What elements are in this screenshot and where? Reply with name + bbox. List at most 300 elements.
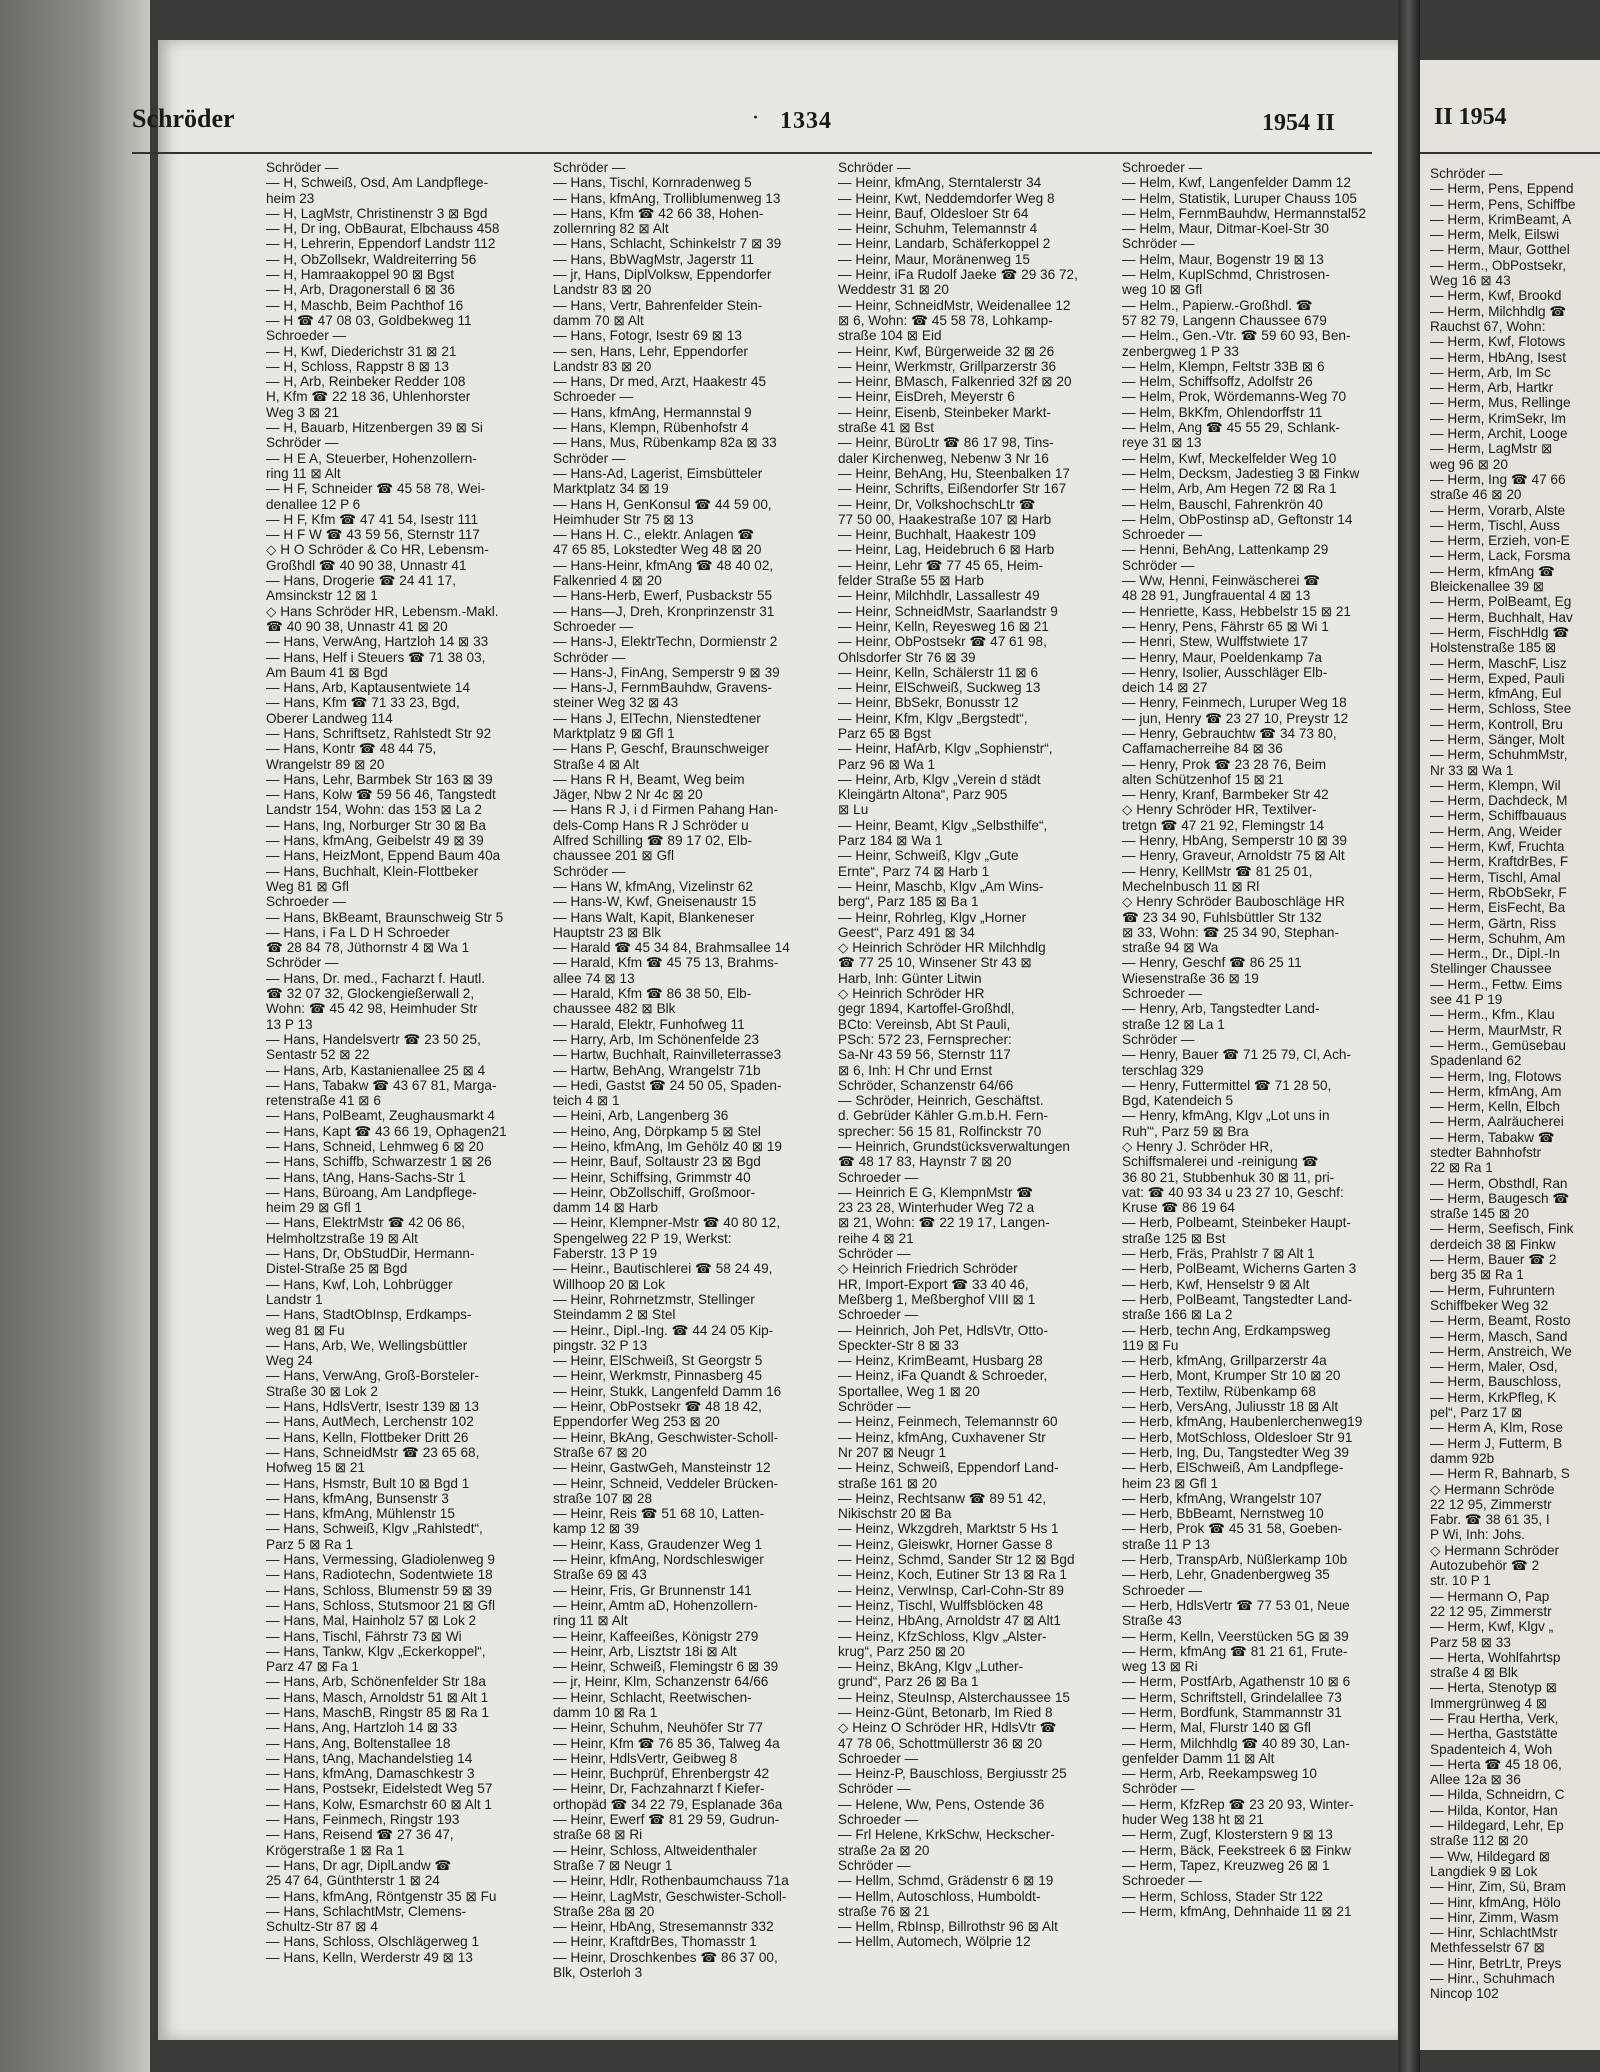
directory-entry-line: — Herm, Arb, Hartkr [1430,380,1554,396]
directory-entry-line: Falkenried 4 ⊠ 20 [553,573,662,589]
directory-entry-line: — Herm, EisFecht, Ba [1430,900,1566,916]
directory-entry-line: — Herm, Kelln, Veerstücken 5G ⊠ 39 [1122,1628,1349,1644]
directory-entry-line: Alfred Schilling ☎ 89 17 02, Elb- [553,833,753,849]
directory-entry-line: — Heinr, Kwt, Neddemdorfer Weg 8 [838,190,1055,206]
directory-entry-line: — Hans, kfmAng, Geibelstr 49 ⊠ 39 [266,833,484,849]
directory-entry-line: — Hans, Ang, Hartzloh 14 ⊠ 33 [266,1720,458,1736]
directory-entry-line: — Heinr, Kaffeeißes, Königstr 279 [553,1628,759,1644]
directory-entry-line: — Henry, Gebrauchtw ☎ 34 73 80, [1122,725,1337,741]
directory-entry-line: 22 12 95, Zimmerstr [1430,1603,1552,1619]
directory-entry-line: — Hans, tAng, Machandelstieg 14 [266,1750,473,1766]
directory-entry-line: — Herm, Schuhm, Am [1430,930,1566,946]
directory-entry-line: ⊠ Lu [838,802,869,818]
directory-entry-line: — Hans, Schloss, Blumenstr 59 ⊠ 39 [266,1582,492,1598]
directory-entry-line: ⊠ 33, Wohn: ☎ 25 34 90, Stephan- [1122,924,1340,940]
directory-entry-line: Parz 58 ⊠ 33 [1430,1634,1511,1650]
directory-entry-line: — Hans, ElektrMstr ☎ 42 06 86, [266,1215,466,1231]
directory-entry-line: — Hans, kfmAng, Bunsenstr 3 [266,1490,449,1506]
directory-entry-line: ◇ Hermann Schröde [1430,1481,1555,1497]
directory-entry-line: Schroeder — [838,1750,919,1766]
directory-entry-line: Ruh'“, Parz 59 ⊠ Bra [1122,1123,1249,1139]
directory-entry-line: — Herm, Melk, Eilswi [1430,227,1560,243]
directory-entry-line: — Herb, techn Ang, Erdkampsweg [1122,1322,1331,1338]
directory-entry-line: 119 ⊠ Fu [1122,1337,1179,1353]
directory-entry-line: huder Weg 138 ht ⊠ 21 [1122,1812,1264,1828]
directory-entry-line: — Hans, Dr, ObStudDir, Hermann- [266,1246,475,1262]
directory-entry-line: — Hans, Helf i Steuers ☎ 71 38 03, [266,649,486,665]
directory-entry-line: — Hans, BbWagMstr, Jagerstr 11 [553,251,754,267]
directory-entry-line: Krögerstraße 1 ⊠ Ra 1 [266,1842,405,1858]
header-year: 1954 II [1262,110,1335,136]
directory-entry-line: Harb, Inh: Günter Litwin [838,970,982,986]
directory-entry-line: stedter Bahnhofstr [1430,1145,1542,1160]
directory-entry-line: — Herm, Ang, Weider [1430,823,1562,839]
directory-entry-line: — Heinrich, Grundstücksverwaltungen [838,1139,1070,1154]
directory-entry-line: — Henry, Isolier, Ausschläger Elb- [1122,664,1328,680]
directory-entry-line: Wrangelstr 89 ⊠ 20 [266,756,385,772]
directory-entry-line: ◇ Henry Schröder Bauboschläge HR [1122,894,1345,910]
directory-entry-line: Allee 12a ⊠ 36 [1430,1772,1521,1788]
directory-entry-line: Schröder — [838,160,911,175]
directory-entry-line: — Heinr, HdlsVertr, Geibweg 8 [553,1750,738,1766]
directory-entry-line: — Hans, StadtObInsp, Erdkamps- [266,1307,472,1323]
directory-entry-line: Schröder — [1122,236,1195,252]
directory-entry-line: Parz 96 ⊠ Wa 1 [838,756,936,772]
directory-entry-line: 47 65 85, Lokstedter Weg 48 ⊠ 20 [553,542,762,558]
directory-entry-line: — Herm, KrimSekr, Im [1430,410,1566,426]
directory-entry-line: — Heinr, kfmAng, Sterntalerstr 34 [838,175,1042,191]
directory-entry-line: — Hans—J, Dreh, Kronprinzenstr 31 [553,603,775,619]
directory-entry-line: — Herm., Fettw. Eims [1430,976,1563,992]
directory-entry-line: alten Schützenhof 15 ⊠ 21 [1122,771,1284,787]
directory-entry-line: Schroeder — [553,389,634,405]
directory-entry-line: — Herm., Kfm., Klau [1430,1007,1555,1023]
directory-entry-line: — Herm, KrkPfleg, K [1430,1389,1557,1405]
directory-entry-line: Parz 47 ⊠ Fa 1 [266,1659,359,1675]
directory-entry-line: — Heinrich, Joh Pet, HdlsVtr, Otto- [838,1322,1049,1338]
directory-entry-line: Faberstr. 13 P 19 [553,1246,658,1262]
directory-entry-line: ◇ H O Schröder & Co HR, Lebensm- [266,542,489,558]
directory-entry-line: — Herm, KrimBeamt, A [1430,211,1572,227]
directory-entry-line: — H, Arb, Dragonerstall 6 ⊠ 36 [266,282,455,298]
header-dot: · [752,106,759,131]
directory-entry-line: — Herm, Kwf, Brookd [1430,288,1562,304]
directory-entry-line: — Herm, Buchhalt, Hav [1430,609,1573,625]
directory-entry-line: Parz 65 ⊠ Bgst [838,725,931,741]
directory-entry-line: — Hans, Vermessing, Gladiolenweg 9 [266,1552,495,1568]
directory-entry-line: — Herm, SchuhmMstr, [1430,747,1568,763]
directory-entry-line: — Ww, Henni, Feinwäscherei ☎ [1122,573,1321,589]
directory-entry-line: straße 104 ⊠ Eid [838,328,942,344]
directory-entry-line: — Hellm, Schmd, Grädenstr 6 ⊠ 19 [838,1873,1054,1889]
directory-entry-line: — Herm, kfmAng ☎ 81 21 61, Frute- [1122,1643,1348,1659]
directory-entry-line: — Herm, PolBeamt, Eg [1430,594,1572,610]
directory-entry-line: Speckter-Str 8 ⊠ 33 [838,1337,959,1353]
directory-entry-line: — Heinr, BehAng, Hu, Steenbalken 17 [838,465,1070,481]
directory-entry-line: — Hans-Heinr, kfmAng ☎ 48 40 02, [553,557,774,573]
directory-entry-line: — Heinr, Dr, Fachzahnarzt f Kiefer- [553,1781,765,1797]
directory-entry-line: — Harald, Kfm ☎ 45 75 13, Brahms- [553,955,779,971]
directory-entry-line: — Heinr, BMasch, Falkenried 32f ⊠ 20 [838,374,1072,390]
directory-entry-line: — Herm, Milchhdlg ☎ 40 89 30, Lan- [1122,1735,1350,1751]
directory-entry-line: weg 81 ⊠ Fu [266,1322,345,1338]
directory-entry-line: — Hans-J, FinAng, Semperstr 9 ⊠ 39 [553,664,780,680]
directory-entry-line: — Hans, Arb, We, Wellingsbüttler [266,1337,468,1353]
directory-entry-line: — Hans, Drogerie ☎ 24 41 17, [266,573,456,589]
directory-entry-line: — Hans, Arb, Schönenfelder Str 18a [266,1674,486,1690]
directory-entry-line: — Hans, Dr agr, DiplLandw ☎ [266,1857,452,1873]
directory-entry-line: — Hans J, ElTechn, Nienstedtener [553,710,761,726]
directory-entry-line: Stellinger Chaussee [1430,961,1552,977]
directory-entry-line: str. 10 P 1 [1430,1573,1491,1589]
directory-entry-line: — Herb, ElSchweiß, Am Landpflege- [1122,1460,1344,1476]
directory-entry-line: — Herm, Aalräucherei [1430,1114,1564,1130]
directory-entry-line: — Hildegard, Lehr, Ep [1430,1818,1564,1834]
directory-entry-line: — Heinr, Droschkenbes ☎ 86 37 00, [553,1949,778,1965]
directory-entry-line: — Hans, SchlachtMstr, Clemens- [266,1903,467,1919]
directory-entry-line: Holstenstraße 185 ⊠ [1430,640,1557,656]
directory-entry-line: — Herm, Bauer ☎ 2 [1430,1252,1557,1268]
directory-entry-line: krug“, Parz 250 ⊠ 20 [838,1643,965,1659]
directory-entry-line: — Hans, Schriftsetz, Rahlstedt Str 92 [266,725,492,741]
directory-entry-line: — Heinr, Schrifts, Eißendorfer Str 167 [838,481,1067,497]
directory-entry-line: chaussee 201 ⊠ Gfl [553,848,674,864]
directory-entry-line: straße 107 ⊠ 28 [553,1490,653,1506]
directory-entry-line: — Hans, Klempn, Rübenhofstr 4 [553,420,749,436]
directory-entry-line: straße 94 ⊠ Wa [1122,940,1219,956]
directory-entry-line: Heimhuder Str 75 ⊠ 13 [553,511,694,527]
directory-entry-line: Marktplatz 34 ⊠ 19 [553,481,669,497]
directory-entry-line: Schröder — [1122,1781,1195,1797]
directory-entry-line: — Heinr, Amtm aD, Hohenzollern- [553,1597,758,1613]
directory-entry-line: Schröder — [838,1781,911,1797]
directory-entry-line: — Herb, Polbeamt, Steinbeker Haupt- [1122,1215,1351,1231]
directory-entry-line: — Hans, Kontr ☎ 48 44 75, [266,741,437,757]
directory-entry-line: straße 46 ⊠ 20 [1430,487,1522,503]
directory-entry-line: — Herm, Schloss, Stader Str 122 [1122,1888,1323,1904]
directory-entry-line: Marktplatz 9 ⊠ Gfl 1 [553,725,675,741]
directory-entry-line: — Henry, Bauer ☎ 71 25 79, Cl, Ach- [1122,1047,1351,1063]
directory-entry-line: — Henry, KellMstr ☎ 81 25 01, [1122,863,1313,879]
directory-entry-line: — Herm, Mus, Rellinge [1430,395,1571,411]
directory-entry-line: — Herm, Tabakw ☎ [1430,1129,1555,1145]
directory-entry-line: 57 82 79, Langenn Chaussee 679 [1122,312,1327,328]
column-5-next-page [1430,166,1600,2016]
directory-entry-line: — Hans, Kwf, Loh, Lohbrügger [266,1276,453,1292]
directory-entry-line: — Heinr, ElSchweiß, St Georgstr 5 [553,1353,763,1369]
directory-entry-line: — Hans, kfmAng, Trolliblumenweg 13 [553,190,781,206]
column-2 [553,160,831,2010]
directory-entry-line: — Heinr, Maur, Moränenweg 15 [838,251,1030,267]
directory-entry-line: — H ☎ 47 08 03, Goldbekweg 11 [266,312,472,328]
directory-entry-line: — Hans H, GenKonsul ☎ 44 59 00, [553,496,772,512]
directory-entry-line: Schroeder — [838,1169,919,1185]
directory-entry-line: — Heinr., Bautischlerei ☎ 58 24 49, [553,1261,773,1277]
directory-entry-line: damm 92b [1430,1450,1495,1466]
directory-entry-line: — Henry, Maur, Poeldenkamp 7a [1122,649,1322,665]
directory-entry-line: — H F, Schneider ☎ 45 58 78, Wei- [266,481,486,497]
directory-entry-line: Bleickenallee 39 ⊠ [1430,579,1545,595]
directory-entry-line: Meßberg 1, Meßberghof VIII ⊠ 1 [838,1291,1036,1307]
directory-entry-line: — Heinr, Kelln, Reyesweg 16 ⊠ 21 [838,618,1049,634]
directory-entry-line: Helmholtzstraße 19 ⊠ Alt [266,1230,418,1246]
directory-entry-line: — Herm, Sänger, Molt [1430,731,1565,747]
directory-entry-line: — Herm, Kwf, Klgv „ [1430,1619,1554,1635]
directory-entry-line: — Herm, Schriftstell, Grindelallee 73 [1122,1689,1342,1705]
directory-entry-line: — Hans, Schloss, Stutsmoor 21 ⊠ Gfl [266,1597,495,1613]
directory-entry-line: weg 13 ⊠ Ri [1122,1659,1198,1675]
directory-entry-line: — Herm, PostfArb, Agathenstr 10 ⊠ 6 [1122,1674,1351,1690]
directory-entry-line: — Hans-Ad, Lagerist, Eimsbütteler [553,465,763,481]
directory-entry-line: — H, ObZollsekr, Waldreiterring 56 [266,251,477,267]
directory-entry-line: 77 50 00, Haakestraße 107 ⊠ Harb [838,511,1052,527]
directory-entry-line: straße 11 P 13 [1122,1536,1210,1552]
directory-entry-line: orthopäd ☎ 34 22 79, Esplanade 36a [553,1796,783,1812]
directory-entry-line: — Herm, RbObSekr, F [1430,884,1567,900]
directory-entry-line: Landstr 154, Wohn: das 153 ⊠ La 2 [266,802,482,818]
directory-entry-line: — Heinz, VerwInsp, Carl-Cohn-Str 89 [838,1582,1064,1598]
directory-entry-line: — Heinr, kfmAng, Nordschleswiger [553,1552,764,1568]
directory-entry-line: — Herm, Exped, Pauli [1430,670,1565,686]
directory-entry-line: heim 29 ⊠ Gfl 1 [266,1200,363,1216]
directory-entry-line: — Hinr, Zimm, Wasm [1430,1909,1559,1925]
directory-entry-line: — Heinr, iFa Rudolf Jaeke ☎ 29 36 72, [838,267,1078,283]
directory-entry-line: — Herta, Stenotyp ⊠ [1430,1680,1557,1696]
directory-entry-line: — Heinr, Buchhalt, Haakestr 109 [838,527,1036,543]
directory-entry-line: 25 47 64, Günthterstr 1 ⊠ 24 [266,1873,440,1889]
directory-entry-line: — Herm, Pens, Eppend [1430,181,1574,197]
directory-entry-line: — Herm, Mal, Flurstr 140 ⊠ Gfl [1122,1720,1311,1736]
directory-entry-line: see 41 P 19 [1430,992,1503,1008]
directory-entry-line: — Herm, Lack, Forsma [1430,548,1571,564]
directory-entry-line: Schultz-Str 87 ⊠ 4 [266,1919,378,1935]
directory-entry-line: — Hans, Mus, Rübenkamp 82a ⊠ 33 [553,435,777,451]
directory-entry-line: Sportallee, Weg 1 ⊠ 20 [838,1383,980,1399]
directory-entry-line: — Helm, ObPostinsp aD, Geftonstr 14 [1122,511,1353,527]
directory-entry-line: — Heinz-Günt, Betonarb, Im Ried 8 [838,1704,1053,1720]
directory-entry-line: ring 11 ⊠ Alt [553,1613,628,1629]
directory-entry-line: — Heinz-P, Bauschloss, Bergiusstr 25 [838,1766,1067,1782]
directory-entry-line: 13 P 13 [266,1016,313,1032]
directory-entry-line: d. Gebrüder Kähler G.m.b.H. Fern- [838,1108,1049,1124]
directory-entry-line: — H, Maschb, Beim Pachthof 16 [266,297,464,313]
directory-entry-line: Schröder — [1122,1031,1195,1047]
directory-entry-line: teich 4 ⊠ 1 [553,1093,620,1109]
directory-entry-line: — Henriette, Kass, Hebbelstr 15 ⊠ 21 [1122,603,1351,619]
directory-entry-line: Caffamacherreihe 84 ⊠ 36 [1122,741,1283,757]
directory-entry-line: — Hans W, kfmAng, Vizelinstr 62 [553,878,753,894]
directory-entry-line: — Herb, HdlsVertr ☎ 77 53 01, Neue [1122,1597,1350,1613]
directory-entry-line: — Hans, BkBeamt, Braunschweig Str 5 [266,909,504,925]
directory-entry-line: — Herm, Dachdeck, M [1430,793,1568,809]
directory-entry-line: — Harald ☎ 45 34 84, Brahmsallee 14 [553,940,790,956]
directory-entry-line: straße 4 ⊠ Blk [1430,1665,1518,1681]
directory-entry-line: ◇ Heinrich Schröder HR [838,986,985,1002]
directory-entry-line: — Hans, AutMech, Lerchenstr 102 [266,1414,474,1430]
directory-entry-line: — Henry, Arb, Tangstedter Land- [1122,1001,1320,1017]
directory-entry-line: — Herm, Beamt, Rosto [1430,1313,1571,1329]
directory-entry-line: Parz 5 ⊠ Ra 1 [266,1536,353,1552]
directory-entry-line: — Heinr, Schlacht, Reetwischen- [553,1689,752,1705]
directory-entry-line: — Herb, Mont, Krumper Str 10 ⊠ 20 [1122,1368,1341,1384]
directory-entry-line: — Hans, kfmAng, Mühlenstr 15 [266,1506,455,1522]
directory-entry-line: — Heinr, Rohrnetzmstr, Stellinger [553,1291,755,1307]
column-4 [1122,160,1397,2010]
directory-entry-line: Steindamm 2 ⊠ Stel [553,1307,676,1323]
directory-entry-line: — Heinrich E G, KlempnMstr ☎ [838,1184,1034,1200]
directory-entry-line: — Hans, Fotogr, Isestr 69 ⊠ 13 [553,328,742,344]
directory-entry-line: — Heino, kfmAng, Im Gehölz 40 ⊠ 19 [553,1139,782,1154]
directory-entry-line: — Hans-W, Kwf, Gneisenaustr 15 [553,894,757,910]
directory-entry-line: ◇ Hans Schröder HR, Lebensm.-Makl. [266,603,499,619]
directory-entry-line: — Hans, Ing, Norburger Str 30 ⊠ Ba [266,817,486,833]
directory-entry-line: — Hans, Kolw, Esmarchstr 60 ⊠ Alt 1 [266,1796,492,1812]
directory-entry-line: — Herb, Prok ☎ 45 31 58, Goeben- [1122,1521,1343,1537]
directory-entry-line: Schroeder — [266,328,347,344]
directory-entry-line: Bgd, Katendeich 5 [1122,1093,1234,1109]
directory-entry-line: — Heinr, EisDreh, Meyerstr 6 [838,389,1015,405]
directory-entry-line: — Henry, Prok ☎ 23 28 76, Beim [1122,756,1327,772]
directory-entry-line: ⊠ 6, Inh: H Chr und Ernst [838,1062,993,1078]
directory-entry-line: Schroeder — [1122,1582,1203,1598]
directory-entry-line: — Heinr, Arb, Lisztstr 18i ⊠ Alt [553,1643,737,1659]
directory-entry-line: — Hans, Büroang, Am Landpflege- [266,1184,477,1200]
directory-entry-line: Weg 16 ⊠ 43 [1430,273,1511,289]
directory-entry-line: — Herb, PolBeamt, Wicherns Garten 3 [1122,1261,1357,1277]
directory-entry-line: retenstraße 41 ⊠ 6 [266,1093,381,1109]
directory-entry-line: — Henry, HbAng, Semperstr 10 ⊠ 39 [1122,833,1347,849]
directory-entry-line: — Herm, Arb, Reekampsweg 10 [1122,1766,1317,1782]
directory-entry-line: — Hans, kfmAng, Damaschkestr 3 [266,1766,475,1782]
directory-entry-line: — Herm, Tischl, Amal [1430,869,1561,885]
directory-entry-line: — Herb, kfmAng, Wrangelstr 107 [1122,1490,1322,1506]
directory-entry-line: — H, Hamraakoppel 90 ⊠ Bgst [266,267,455,283]
directory-entry-line: — Hans, Schlacht, Schinkelstr 7 ⊠ 39 [553,236,782,252]
directory-entry-line: Rauchst 67, Wohn: [1430,318,1546,334]
directory-entry-line: — Henry, kfmAng, Klgv „Lot uns in [1122,1108,1330,1124]
directory-entry-line: — H F, Kfm ☎ 47 41 54, Isestr 111 [266,511,479,527]
directory-entry-line: — Hans, Schloss, Olschlägerweg 1 [266,1934,480,1950]
directory-entry-line: — Hans, Postsekr, Eidelstedt Weg 57 [266,1781,493,1797]
directory-entry-line: sprecher: 56 15 81, Rolfinckstr 70 [838,1123,1042,1139]
directory-entry-line: — Herb, VersAng, Juliusstr 18 ⊠ Alt [1122,1399,1339,1415]
directory-entry-line: — Herb, BbBeamt, Nernstweg 10 [1122,1506,1324,1522]
directory-entry-line: — Herm A, Klm, Rose [1430,1420,1563,1436]
directory-entry-line: — Henry, Feinmech, Luruper Weg 18 [1122,695,1347,711]
directory-entry-line: — Herm, Anstreich, We [1430,1343,1572,1359]
directory-entry-line: — Henry, Geschf ☎ 86 25 11 [1122,955,1302,971]
directory-entry-line: — Heinr, ElSchweiß, Suckweg 13 [838,680,1041,696]
directory-entry-line: ☎ 77 25 10, Winsener Str 43 ⊠ [838,955,1032,971]
directory-entry-line: — Herb, Kwf, Henselstr 9 ⊠ Alt [1122,1276,1310,1292]
directory-entry-line: Jäger, Nbw 2 Nr 4c ⊠ 20 [553,787,703,803]
directory-entry-line: — Herm, Bäck, Feekstreek 6 ⊠ Finkw [1122,1842,1351,1858]
directory-entry-line: weg 10 ⊠ Gfl [1122,282,1203,298]
directory-entry-line: ◇ Heinrich Schröder HR Milchhdlg [838,940,1046,956]
directory-entry-line: — Heinr, GastwGeh, Mansteinstr 12 [553,1460,771,1476]
directory-entry-line: ☎ 28 84 78, Jüthornstr 4 ⊠ Wa 1 [266,940,470,956]
directory-entry-line: — Heinr, Reis ☎ 51 68 10, Latten- [553,1506,765,1522]
directory-entry-line: — Heinz, Wkzgdreh, Marktstr 5 Hs 1 [838,1521,1059,1537]
directory-entry-line: Schröder — [838,1399,911,1415]
directory-entry-line: — Herm, Milchhdlg ☎ [1430,303,1567,319]
directory-entry-line: damm 70 ⊠ Alt [553,312,644,328]
directory-entry-line: — Heinr, HbAng, Stresemannstr 332 [553,1919,774,1935]
directory-entry-line: straße 166 ⊠ La 2 [1122,1307,1233,1323]
directory-entry-line: — Heinz, iFa Quandt & Schroeder, [838,1368,1048,1384]
directory-entry-line: — Herm, Ing ☎ 47 66 [1430,471,1566,487]
directory-entry-line: — Herm, MaschF, Lisz [1430,655,1567,671]
directory-entry-line: straße 112 ⊠ 20 [1430,1833,1529,1849]
directory-entry-line: — Hans, Schweiß, Klgv „Rahlstedt“, [266,1521,483,1537]
directory-entry-line: — H, Bauarb, Hitzenbergen 39 ⊠ Si [266,420,483,436]
directory-entry-line: — Hilda, Kontor, Han [1430,1802,1558,1818]
directory-entry-line: Schröder — [553,160,626,175]
directory-entry-line: felder Straße 55 ⊠ Harb [838,573,984,589]
directory-entry-line: Fabr. ☎ 38 61 35, I [1430,1512,1550,1528]
directory-entry-line: — Ww, Hildegard ⊠ [1430,1848,1551,1864]
directory-entry-line: — Hans, Kolw ☎ 59 56 46, Tangstedt [266,787,496,803]
directory-entry-line: straße 41 ⊠ Bst [838,420,935,436]
directory-entry-line: ring 11 ⊠ Alt [266,465,341,481]
directory-entry-line: 36 80 21, Stubbenhuk 30 ⊠ 11, pri- [1122,1169,1335,1185]
directory-entry-line: Schroeder — [838,1812,919,1828]
directory-entry-line: — Hans, MaschB, Ringstr 85 ⊠ Ra 1 [266,1704,489,1720]
directory-entry-line: Weg 3 ⊠ 21 [266,404,340,420]
book-binding [1398,0,1420,2072]
directory-entry-line: Straße 30 ⊠ Lok 2 [266,1383,378,1399]
directory-entry-line: Ohlsdorfer Str 76 ⊠ 39 [838,649,976,665]
directory-entry-line: — Hans, Feinmech, Ringstr 193 [266,1812,460,1828]
directory-entry-line: Wohn: ☎ 45 42 98, Heimhuder Str [266,1001,478,1017]
directory-entry-line: — Hans-Herb, Ewerf, Pusbackstr 55 [553,588,773,604]
directory-entry-line: Schröder — [266,160,339,175]
directory-entry-line: zenbergweg 1 P 33 [1122,343,1239,359]
directory-entry-line: — H, Kwf, Diederichstr 31 ⊠ 21 [266,343,457,359]
directory-entry-line: — Hinr, Zim, Sü, Bram [1430,1879,1566,1895]
directory-entry-line: — Hans, Hsmstr, Bult 10 ⊠ Bgd 1 [266,1475,470,1491]
directory-entry-line: straße 2a ⊠ 20 [838,1842,930,1858]
directory-entry-line: Spadenland 62 [1430,1053,1522,1069]
directory-entry-line: — Herm, kfmAng, Dehnhaide 11 ⊠ 21 [1122,1903,1352,1919]
directory-entry-line: Schroeder — [1122,1873,1203,1889]
directory-entry-line: 48 28 91, Jungfrauental 4 ⊠ 13 [1122,588,1311,604]
directory-entry-line: steiner Weg 32 ⊠ 43 [553,695,679,711]
directory-entry-line: — jun, Henry ☎ 23 27 10, Preystr 12 [1122,710,1349,726]
directory-entry-line: — Heino, Ang, Dörpkamp 5 ⊠ Stel [553,1123,761,1139]
directory-entry-line: Schiffsmalerei und -reinigung ☎ [1122,1154,1319,1170]
directory-entry-line: — Heinr, ObPostsekr ☎ 47 61 98, [838,634,1047,650]
directory-entry-line: Willhoop 20 ⊠ Lok [553,1276,665,1292]
directory-entry-line: — Heinr, Landarb, Schäferkoppel 2 [838,236,1051,252]
directory-entry-line: — Heinr, Buchprüf, Ehrenbergstr 42 [553,1766,770,1782]
directory-entry-line: — Heinr, Kwf, Bürgerweide 32 ⊠ 26 [838,343,1055,359]
directory-entry-line: — Herm, Kontroll, Bru [1430,716,1563,732]
directory-entry-line: — Heinr, Kfm ☎ 76 85 36, Talweg 4a [553,1735,780,1751]
directory-entry-line: — Hans, VerwAng, Groß-Borsteler- [266,1368,480,1384]
directory-entry-line: Schröder — [1122,557,1195,573]
directory-entry-line: — Herm, Kwf, Flotows [1430,334,1566,350]
directory-entry-line: — Hans, Tankw, Klgv „Eckerkoppel“, [266,1643,486,1659]
directory-entry-line: — Heinr, Kelln, Schälerstr 11 ⊠ 6 [838,664,1039,680]
directory-entry-line: — Hans-J, FernmBauhdw, Gravens- [553,680,773,696]
directory-entry-line: — Hans, Arb, Kastanienallee 25 ⊠ 4 [266,1062,486,1078]
directory-entry-line: — Helm, Decksm, Jadestieg 3 ⊠ Finkw [1122,465,1360,481]
directory-entry-line: — Hinr, kfmAng, Hölo [1430,1894,1561,1910]
directory-entry-line: — Heinr, HafArb, Klgv „Sophienstr“, [838,741,1053,757]
directory-entry-line: — Heinz, Koch, Eutiner Str 13 ⊠ Ra 1 [838,1567,1067,1583]
directory-entry-line: Schröder, Schanzenstr 64/66 [838,1077,1014,1093]
